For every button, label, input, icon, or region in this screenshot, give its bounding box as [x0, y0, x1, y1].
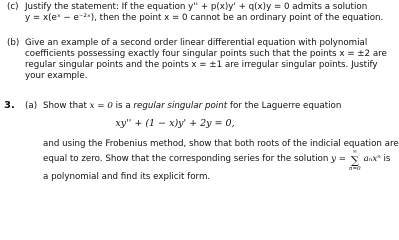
summation-symbol [349, 149, 361, 172]
part-a-label: (a) [25, 101, 38, 111]
series-lhs: y = [331, 154, 347, 164]
laguerre-equation: xy'' + (1 − x)y' + 2y = 0, [115, 118, 235, 129]
part-b [0, 38, 387, 86]
part-b-line-1: Give an example of a second order linear differential equation with polynomial [25, 38, 368, 48]
problem-3-line-5: a polynomial and find its explicit form. [43, 172, 211, 182]
part-c-line-1: Justify the statement: If the equation y'' + p(x)y' + q(x)y = 0 admits a solution [25, 2, 368, 12]
problem-3 [0, 100, 399, 186]
series-term: aₙxⁿ [363, 154, 381, 164]
intro-before: Show that [43, 101, 87, 111]
problem-number: 3. [4, 100, 15, 111]
part-c [0, 0, 384, 26]
intro-after: for the Laguerre equation [229, 101, 342, 111]
problem-3-line-3: and using the Frobenius method, show that both roots of the indicial equation are [43, 139, 399, 149]
problem-3-intro [43, 101, 343, 111]
sum-lower-limit: n=0 [349, 166, 361, 172]
part-c-line-2: y = x(eˣ − e⁻²ˣ), then the point x = 0 cannot be an ordinary point of the equation. [25, 13, 384, 23]
part-c-label: (c) [7, 2, 19, 12]
line4-before: equal to zero. Show that the corresponding series for the solution [43, 154, 329, 164]
part-b-line-3: regular singular points and the points x = ±1 are irregular singular points. Justify [25, 60, 378, 70]
sigma-icon: ∑ [350, 154, 359, 167]
sum-upper-limit: ∞ [352, 149, 358, 155]
part-b-label: (b) [7, 38, 20, 48]
problem-3-line-4 [43, 149, 391, 172]
intro-emphasis: regular singular point [133, 101, 228, 111]
line4-after: is [383, 154, 391, 164]
part-b-line-4: your example. [25, 71, 88, 81]
intro-math: x = 0 [89, 101, 113, 111]
part-b-line-2: coefficients possessing exactly four singular points such that the points x = ±2 are [25, 49, 387, 59]
intro-mid: is a [115, 101, 131, 111]
